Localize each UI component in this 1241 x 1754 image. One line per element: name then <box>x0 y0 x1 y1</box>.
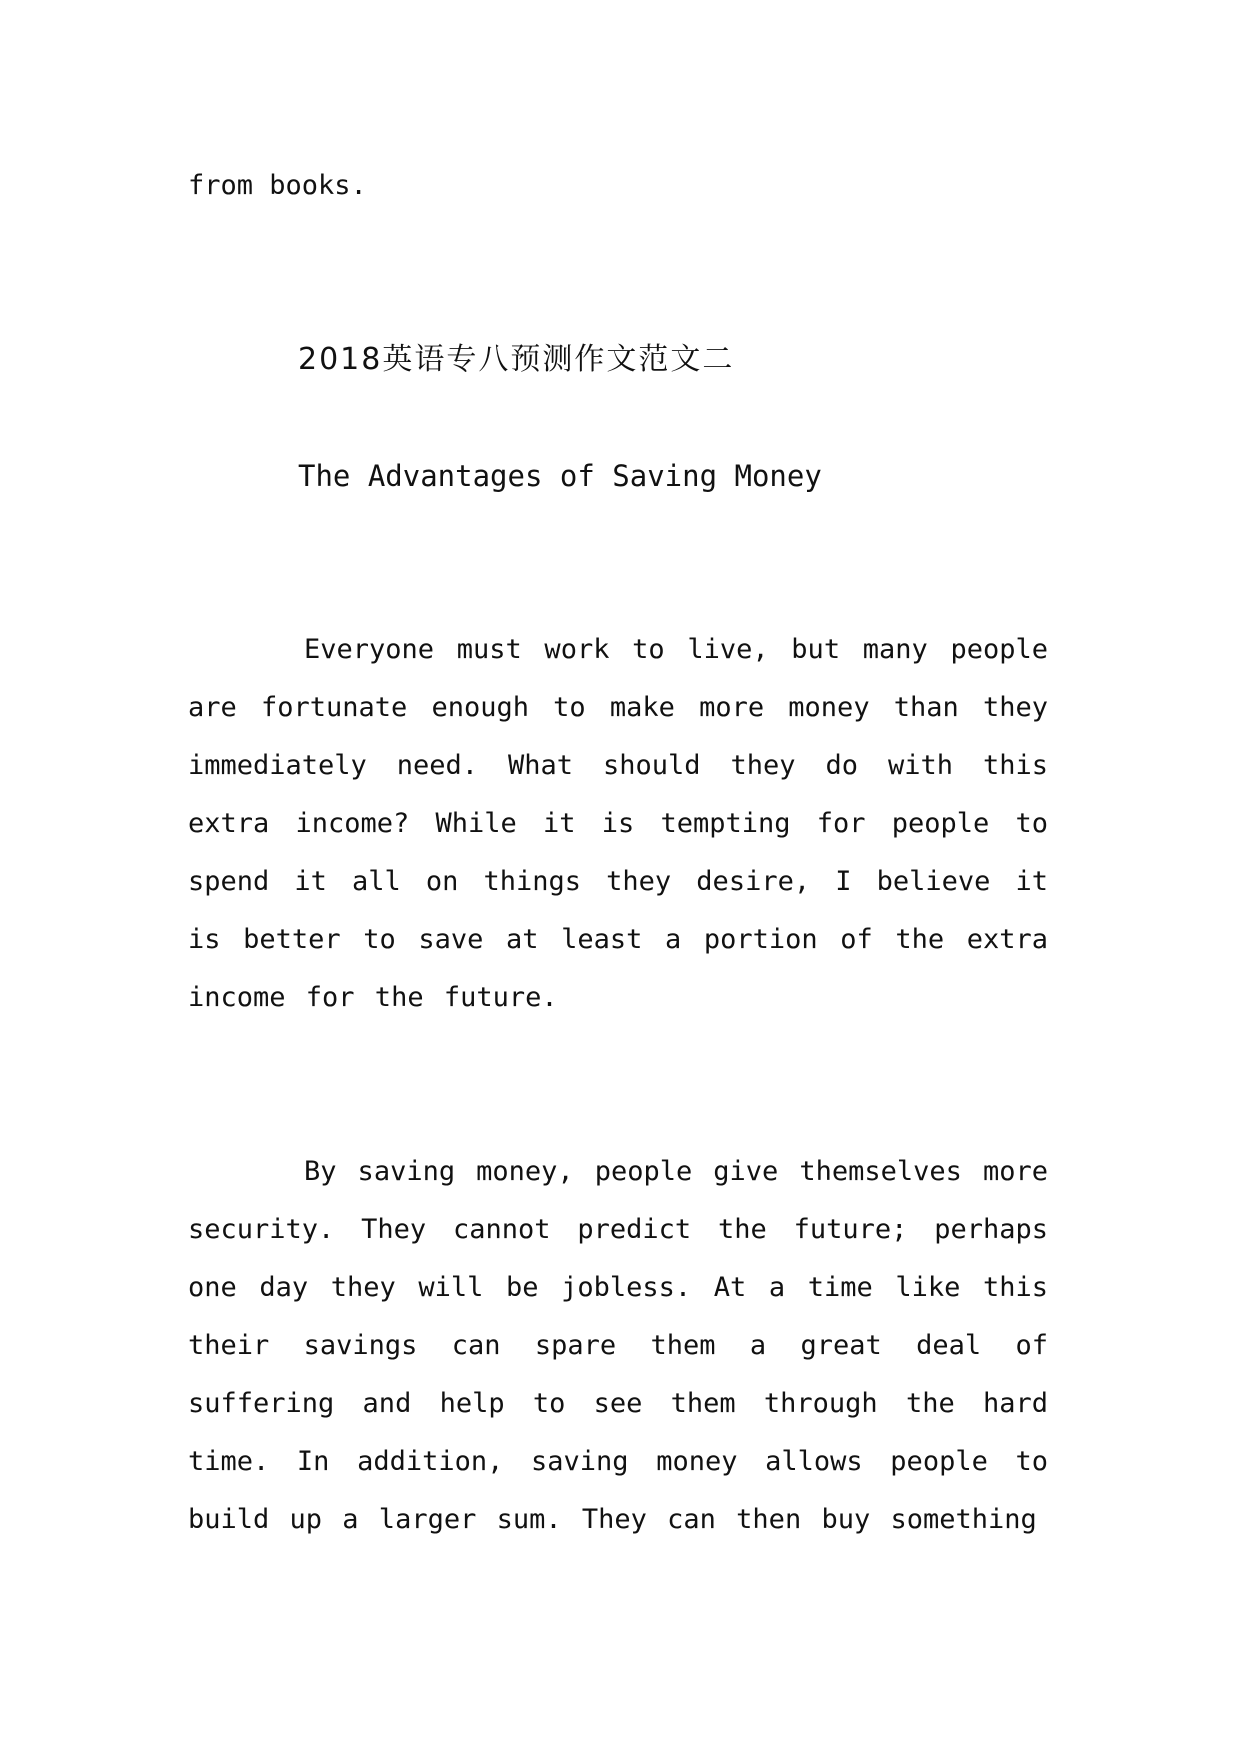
section-heading: 2018英语专八预测作文范文二 <box>298 342 735 377</box>
body-paragraph-2: By saving money, people give themselves more security. They cannot predict the future; perhaps one day they will be jobless. At a time like this their savings can spare them a great deal of suffering and help to see them through the hard time. In addition, saving money allows people to build up a larger sum. They can then buy something <box>188 1156 1048 1535</box>
essay-title: The Advantages of Saving Money <box>298 459 822 493</box>
continuation-text: from books. <box>188 170 367 201</box>
body-paragraph-1: Everyone must work to live, but many people are fortunate enough to make more money than they immediately need. What should they do with this extra income? While it is tempting for people to spend it all on things they desire, I believe it is better to save at least a portion of the extra income for the future. <box>188 634 1048 1013</box>
